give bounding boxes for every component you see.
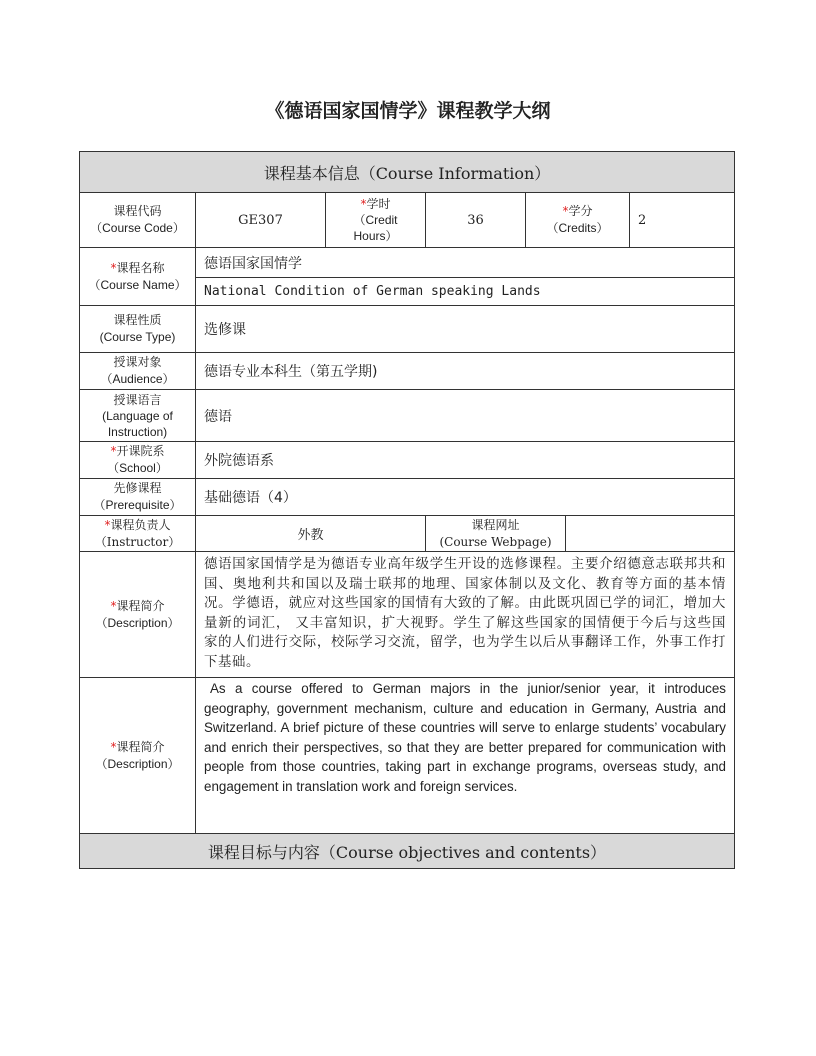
description-cn-text: 德语国家国情学是为德语专业高年级学生开设的选修课程。主要介绍德意志联邦共和国、奥地利共和国以及瑞士联邦的地理、国家体制以及文化、教育等方面的基本情况。学德语，就应对这些国家的国情有大致的了解。由此既巩固已学的词汇，增加大量新的词汇， 又丰富知识，扩大视野。学生了解这些国家的国情便于今后与这些国家的人们进行交际，校际学习交流，留学，也为学生以后从事翻译工作，外事工作打下基础。 [196,552,734,678]
language-label-en2: Instruction) [107,424,168,439]
language-label-cn: 授课语言 [113,392,162,407]
school-label-en: （School） [107,461,168,475]
objectives-header: 课程目标与内容（Course objectives and contents） [80,834,734,868]
credit-hours-label-en2: Hours） [353,229,398,243]
prerequisite-label-cn: 先修课程 [113,481,162,495]
credits-value: 2 [630,193,734,248]
required-mark: * [110,444,117,458]
webpage-label-en: (Course Webpage) [439,534,552,549]
credits-label-cn: 学分 [568,204,593,218]
required-mark: * [360,197,367,211]
course-code-label [80,193,196,248]
credits-label [526,193,630,248]
required-mark: * [104,517,111,532]
audience-label [80,353,196,390]
course-type-label-en: (Course Type) [99,330,176,344]
course-name-cn: 德语国家国情学 [196,248,734,278]
credit-hours-label-cn: 学时 [366,197,391,211]
course-code-label-en: （Course Code） [90,221,185,235]
school-label-cn: 开课院系 [116,444,165,458]
course-type-label-cn: 课程性质 [113,313,162,327]
required-mark: * [110,598,117,613]
webpage-label-cn: 课程网址 [471,517,520,532]
course-code-value: GE307 [196,193,326,248]
credit-hours-value: 36 [426,193,526,248]
instructor-value: 外教 [196,516,426,552]
school-value: 外院德语系 [196,442,734,479]
credits-label-en: （Credits） [546,221,609,235]
course-info-table [79,151,735,869]
credit-hours-label [326,193,426,248]
webpage-value[interactable] [566,516,734,552]
prerequisite-value: 基础德语（4） [196,479,734,516]
section-header: 课程基本信息（Course Information） [80,152,734,193]
description-en-label [80,678,196,834]
audience-value: 德语专业本科生（第五学期) [196,353,734,390]
audience-label-cn: 授课对象 [113,355,162,369]
required-mark: * [562,204,569,218]
course-type-label [80,306,196,353]
page-title: 《德语国家国情学》课程教学大纲 [265,100,551,122]
description-en-text: As a course offered to German majors in the junior/senior year, it introduces geography, government mechanism, culture and education in Germany, Austria and Switzerland. A brief picture of these countries will serve to enlarge students’ vocabulary and enrich their perspectives, so that they are better prepared for communication with people from those countries, taking part in exchange programs, overseas study, and engagement in translation work and foreign services. [196,678,734,834]
description-en-label-en: （Description） [95,756,180,771]
webpage-label [426,516,566,552]
course-name-label-cn: 课程名称 [116,260,165,275]
course-name-label-en: （Course Name） [88,277,187,292]
school-label [80,442,196,479]
description-cn-label-cn: 课程简介 [116,598,165,613]
language-label-en1: (Language of [102,408,173,423]
course-type-value: 选修课 [196,306,734,353]
description-cn-label-en: （Description） [95,615,180,630]
course-name-label [80,248,196,306]
prerequisite-label [80,479,196,516]
description-cn-label [80,552,196,678]
language-label [80,390,196,442]
language-value: 德语 [196,390,734,442]
instructor-label-cn: 课程负责人 [110,517,171,532]
audience-label-en: （Audience） [100,372,175,386]
instructor-label [80,516,196,552]
required-mark: * [110,739,117,754]
required-mark: * [110,260,117,275]
instructor-label-en: （Instructor） [94,534,181,549]
course-code-label-cn: 课程代码 [113,204,162,218]
description-en-label-cn: 课程简介 [116,739,165,754]
course-name-en: National Condition of German speaking Lands [196,278,734,306]
credit-hours-label-en1: （Credit [353,213,398,227]
prerequisite-label-en: （Prerequisite） [93,498,182,512]
